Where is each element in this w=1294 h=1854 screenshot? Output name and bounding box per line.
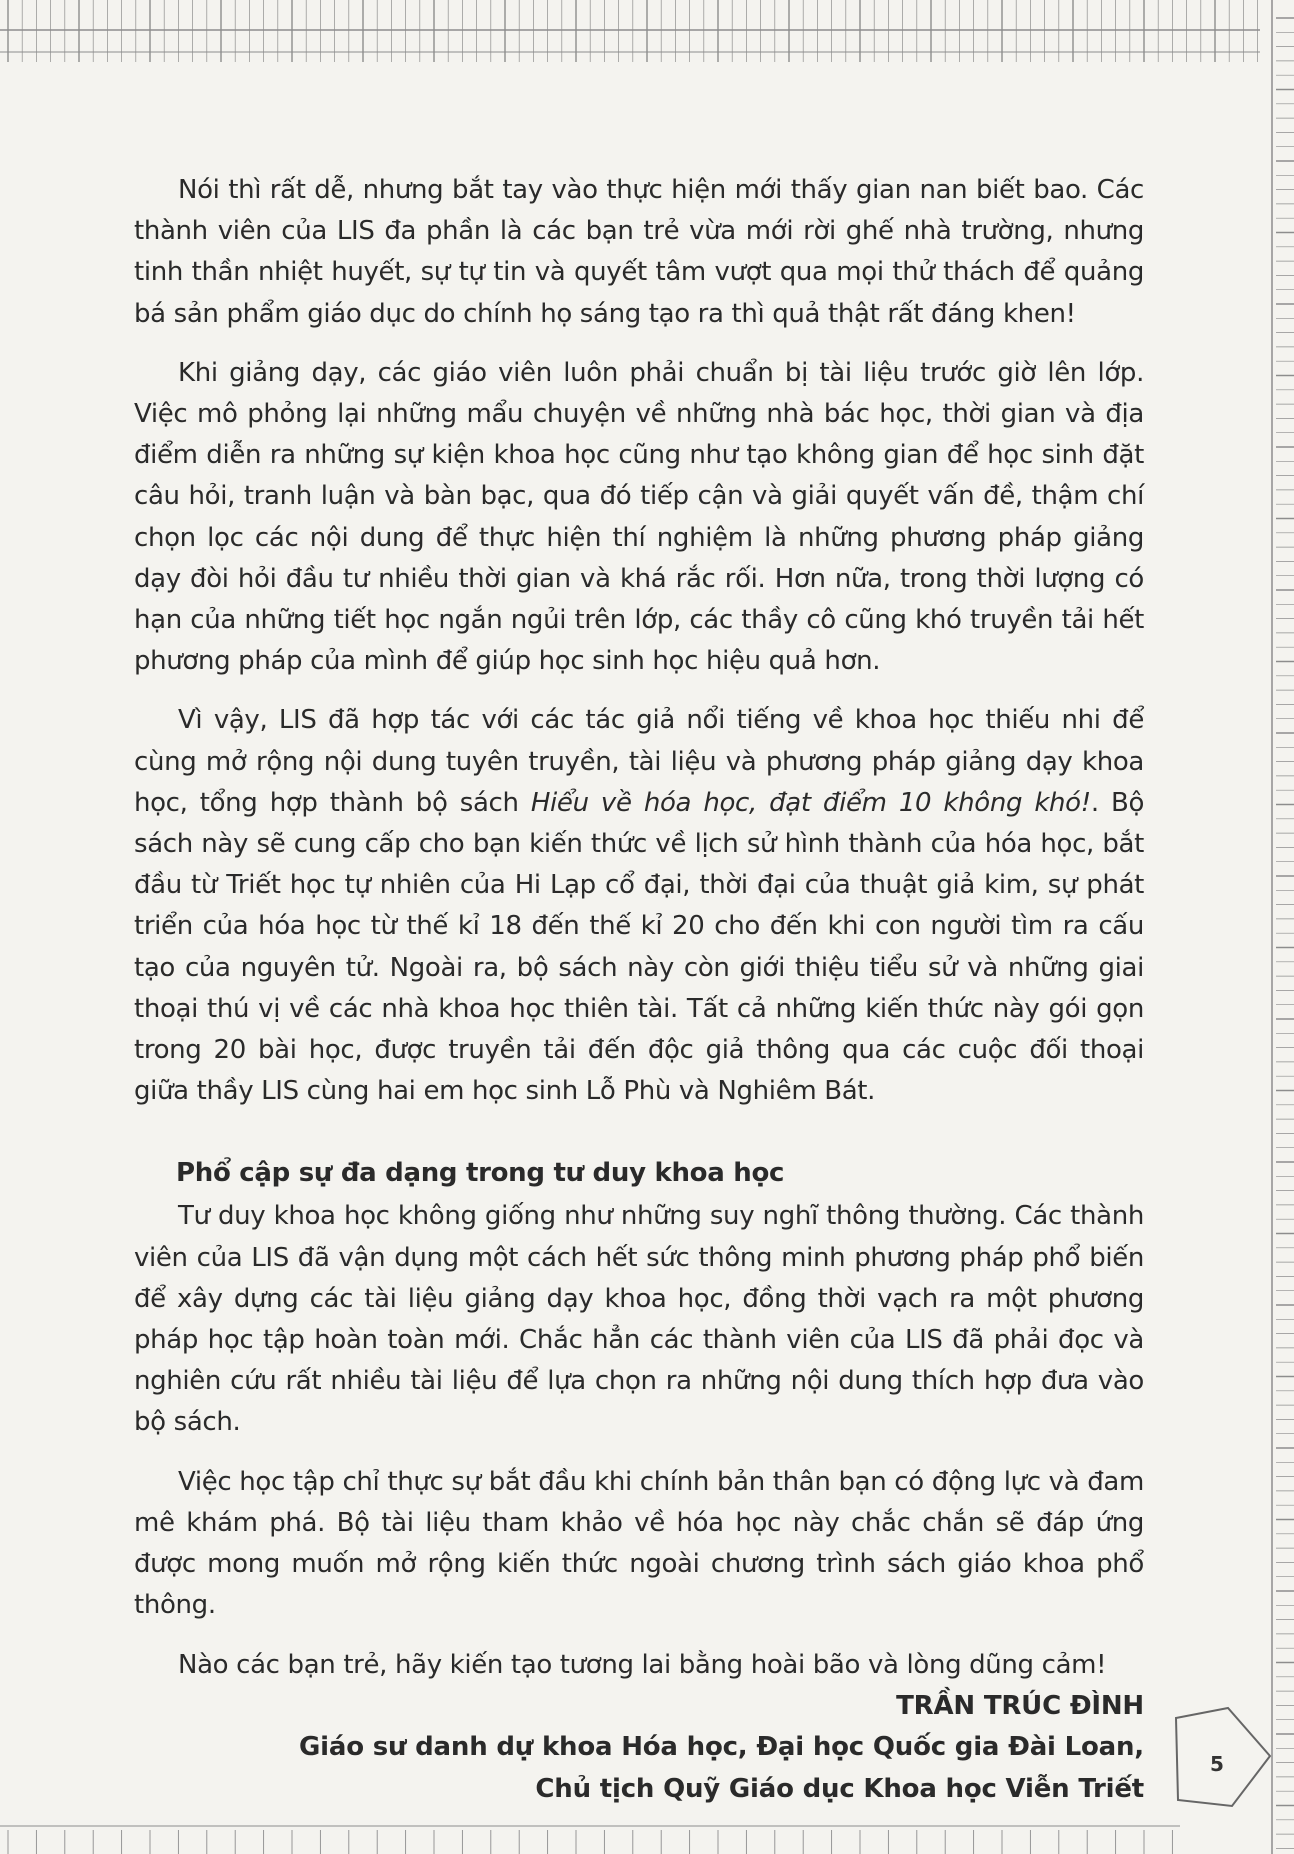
paragraph-5: Việc học tập chỉ thực sự bắt đầu khi chính bản thân bạn có động lực và đam mê khám phá. Bộ tài liệu tham khảo về hóa học này chắc chắn sẽ đáp ứng được mong muốn mở rộng kiến thức ngoài chương trình sách giáo khoa phổ thông. (134, 1466, 1144, 1621)
signature-name: TRẦN TRÚC ĐÌNH (896, 1690, 1144, 1721)
paragraph-3: Vì vậy, LIS đã hợp tác với các tác giả nổi tiếng về khoa học thiếu nhi để cùng mở rộng nội dung tuyên truyền, tài liệu và phương pháp giảng dạy khoa học, tổng hợp thành bộ sách Hiểu về hóa học, đạt điểm 10 không khó!. Bộ sách này sẽ cung cấp cho bạn kiến thức về lịch sử hình thành của hóa học, bắt đầu từ Triết học tự nhiên của Hi Lạp cổ đại, thời đại của thuật giả kim, sự phát triển của hóa học từ thế kỉ 18 đến thế kỉ 20 cho đến khi con người tìm ra cấu tạo của nguyên tử. Ngoài ra, bộ sách này còn giới thiệu tiểu sử và những giai thoại thú vị về các nhà khoa học thiên tài. Tất cả những kiến thức này gói gọn trong 20 bài học, được truyền tải đến độc giả thông qua các cuộc đối thoại giữa thầy LIS cùng hai em học sinh Lỗ Phù và Nghiêm Bát. (134, 705, 1145, 1107)
paragraph-2: Khi giảng dạy, các giáo viên luôn phải chuẩn bị tài liệu trước giờ lên lớp. Việc mô phỏng lại những mẩu chuyện về những nhà bác học, thời gian và địa điểm diễn ra những sự kiện khoa học cũng như tạo không gian để học sinh đặt câu hỏi, tranh luận và bàn bạc, qua đó tiếp cận và giải quyết vấn đề, thậm chí chọn lọc các nội dung để thực hiện thí nghiệm là những phương pháp giảng dạy đòi hỏi đầu tư nhiều thời gian và khá rắc rối. Hơn nữa, trong thời lượng có hạn của những tiết học ngắn ngủi trên lớp, các thầy cô cũng khó truyền tải hết phương pháp của mình để giúp học sinh học hiệu quả hơn. (134, 357, 1144, 677)
signature-block (134, 1686, 1144, 1811)
preface-body (134, 170, 1144, 1810)
paragraph-4: Tư duy khoa học không giống như những suy nghĩ thông thường. Các thành viên của LIS đã vận dụng một cách hết sức thông minh phương pháp phổ biến để xây dựng các tài liệu giảng dạy khoa học, đồng thời vạch ra một phương pháp học tập hoàn toàn mới. Chắc hẳn các thành viên của LIS đã phải đọc và nghiên cứu rất nhiều tài liệu để lựa chọn ra những nội dung thích hợp đưa vào bộ sách. (134, 1201, 1144, 1438)
section-heading: Phổ cập sự đa dạng trong tư duy khoa học (176, 1158, 785, 1189)
paragraph-1: Nói thì rất dễ, nhưng bắt tay vào thực hiện mới thấy gian nan biết bao. Các thành viên của LIS đa phần là các bạn trẻ vừa mới rời ghế nhà trường, nhưng tinh thần nhiệt huyết, sự tự tin và quyết tâm vượt qua mọi thử thách để quảng bá sản phẩm giáo dục do chính họ sáng tạo ra thì quả thật rất đáng khen! (134, 175, 1144, 329)
book-title: Hiểu về hóa học, đạt điểm 10 không khó! (530, 787, 1091, 818)
page-number: 5 (1210, 1752, 1224, 1776)
signature-title-2: Chủ tịch Quỹ Giáo dục Khoa học Viễn Triết (535, 1773, 1144, 1804)
paragraph-6: Nào các bạn trẻ, hãy kiến tạo tương lai bằng hoài bão và lòng dũng cảm! (178, 1649, 1107, 1680)
signature-title-1: Giáo sư danh dự khoa Hóa học, Đại học Quốc gia Đài Loan, (299, 1732, 1144, 1763)
